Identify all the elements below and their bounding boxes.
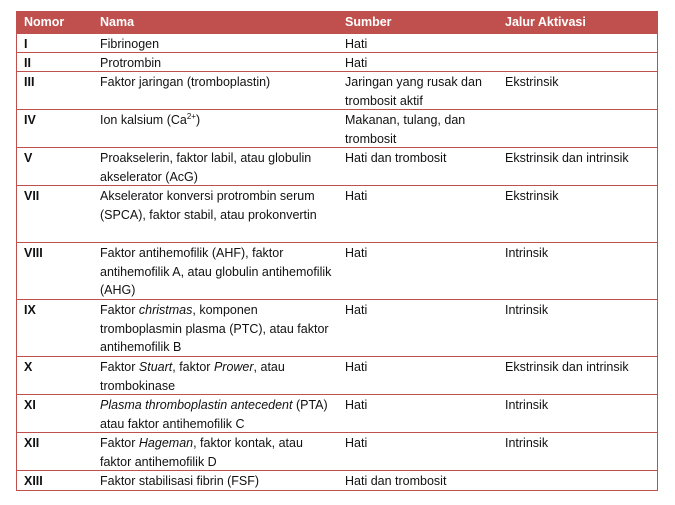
nama-text: Ion kalsium (Ca bbox=[100, 113, 187, 127]
cell-nomor: IX bbox=[24, 303, 36, 317]
cell-nama bbox=[93, 395, 338, 432]
table-row bbox=[17, 71, 657, 109]
cell-sumber: Hati bbox=[345, 303, 368, 317]
cell-nama: Protrombin bbox=[100, 56, 162, 70]
cell-sumber: Hati bbox=[345, 436, 368, 450]
table-row bbox=[17, 432, 657, 470]
cell-nomor: XIII bbox=[24, 474, 43, 488]
nama-italic: christmas bbox=[138, 303, 193, 317]
cell-nama: Akselerator konversi protrombin serum (SPCA), faktor stabil, atau prokonvertin bbox=[100, 189, 317, 222]
cell-nomor: II bbox=[24, 56, 31, 70]
table-row bbox=[17, 33, 657, 52]
table-row bbox=[17, 356, 657, 394]
table-row bbox=[17, 147, 657, 185]
table-row bbox=[17, 52, 657, 71]
cell-nama bbox=[93, 110, 338, 147]
cell-nomor: III bbox=[24, 75, 35, 89]
cell-jalur: Intrinsik bbox=[505, 436, 549, 450]
cell-sumber: Hati bbox=[345, 37, 368, 51]
cell-jalur: Ekstrinsik dan intrinsik bbox=[505, 360, 629, 374]
table-header-row bbox=[17, 12, 657, 33]
cell-nama: Fibrinogen bbox=[100, 37, 160, 51]
cell-nama: Faktor antihemofilik (AHF), faktor antihemofilik A, atau globulin antihemofilik (AHG) bbox=[100, 246, 332, 297]
cell-jalur: Intrinsik bbox=[505, 246, 549, 260]
nama-italic: Hageman bbox=[138, 436, 194, 450]
nama-text: Faktor bbox=[100, 360, 139, 374]
cell-sumber: Hati bbox=[345, 360, 368, 374]
nama-text: Faktor bbox=[100, 436, 139, 450]
coagulation-factors-table bbox=[16, 11, 658, 491]
nama-text: , faktor kontak, atau faktor antihemofilik D bbox=[100, 436, 303, 469]
cell-jalur: Ekstrinsik bbox=[505, 189, 559, 203]
table-row bbox=[17, 185, 657, 242]
cell-nama: Faktor stabilisasi fibrin (FSF) bbox=[100, 474, 260, 488]
header-jalur-aktivasi: Jalur Aktivasi bbox=[505, 15, 586, 29]
cell-sumber: Hati bbox=[345, 189, 368, 203]
header-nomor: Nomor bbox=[24, 15, 65, 29]
cell-sumber: Hati dan trombosit bbox=[345, 474, 447, 488]
nama-text: ) bbox=[195, 113, 201, 127]
nama-italic: Stuart bbox=[138, 360, 173, 374]
cell-nomor: IV bbox=[24, 113, 36, 127]
cell-jalur bbox=[498, 53, 657, 71]
cell-nama: Proakselerin, faktor labil, atau globulin akselerator (AcG) bbox=[100, 151, 312, 184]
cell-nama bbox=[93, 300, 338, 356]
cell-nama: Faktor jaringan (tromboplastin) bbox=[100, 75, 271, 89]
nama-text: Faktor bbox=[100, 303, 139, 317]
cell-sumber: Makanan, tulang, dan trombosit bbox=[345, 113, 466, 146]
cell-nomor: VIII bbox=[24, 246, 43, 260]
nama-italic: Prower bbox=[213, 360, 254, 374]
table-row bbox=[17, 109, 657, 147]
cell-nomor: V bbox=[24, 151, 33, 165]
table-row bbox=[17, 394, 657, 432]
cell-jalur bbox=[498, 471, 657, 490]
header-sumber: Sumber bbox=[345, 15, 392, 29]
cell-jalur: Intrinsik bbox=[505, 303, 549, 317]
nama-superscript: 2+ bbox=[186, 112, 196, 121]
cell-nama bbox=[93, 357, 338, 394]
table-row bbox=[17, 299, 657, 356]
cell-sumber: Hati bbox=[345, 398, 368, 412]
nama-text: , atau trombokinase bbox=[100, 360, 285, 393]
nama-text: , faktor bbox=[172, 360, 214, 374]
nama-italic: Plasma thromboplastin antecedent bbox=[100, 398, 293, 412]
table-row bbox=[17, 242, 657, 299]
cell-nomor: XII bbox=[24, 436, 40, 450]
cell-sumber: Hati bbox=[345, 56, 368, 70]
cell-nama bbox=[93, 433, 338, 470]
nama-text: (PTA) atau faktor antihemofilik C bbox=[100, 398, 328, 431]
cell-jalur bbox=[498, 34, 657, 52]
cell-nomor: X bbox=[24, 360, 33, 374]
nama-text: , komponen tromboplasmin plasma (PTC), atau faktor antihemofilik B bbox=[100, 303, 329, 354]
header-nama: Nama bbox=[100, 15, 135, 29]
cell-jalur bbox=[498, 110, 657, 147]
table-row bbox=[17, 470, 657, 490]
cell-jalur: Ekstrinsik dan intrinsik bbox=[505, 151, 629, 165]
cell-nomor: VII bbox=[24, 189, 40, 203]
cell-sumber: Hati bbox=[345, 246, 368, 260]
cell-nomor: I bbox=[24, 37, 28, 51]
cell-sumber: Hati dan trombosit bbox=[345, 151, 447, 165]
cell-jalur: Ekstrinsik bbox=[505, 75, 559, 89]
cell-jalur: Intrinsik bbox=[505, 398, 549, 412]
cell-sumber: Jaringan yang rusak dan trombosit aktif bbox=[345, 75, 482, 108]
cell-nomor: XI bbox=[24, 398, 36, 412]
